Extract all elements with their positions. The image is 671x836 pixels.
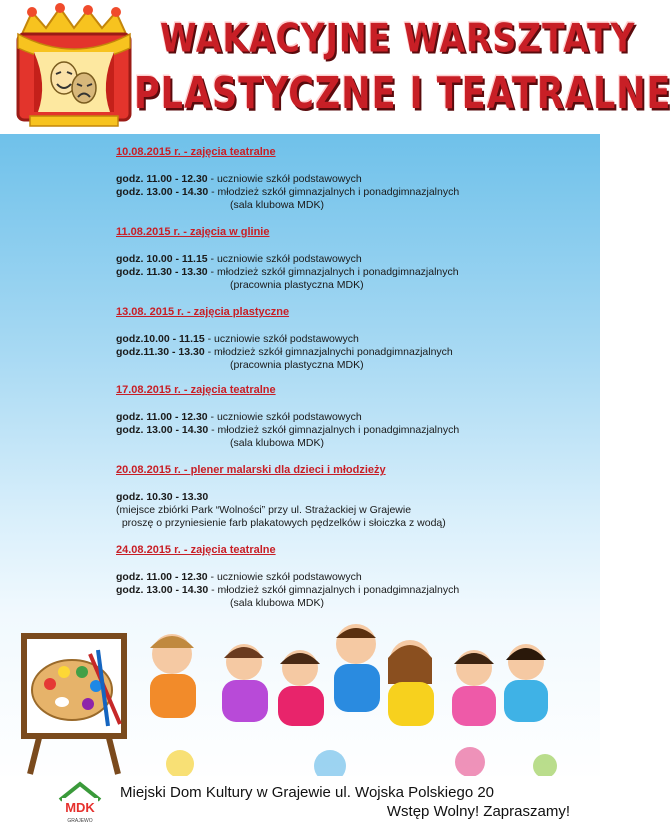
session-location: (pracownia plastyczna MDK): [230, 359, 364, 371]
row-time: godz.10.00 - 11.15: [116, 333, 205, 345]
session-heading: 24.08.2015 r. - zajęcia teatralne: [116, 544, 276, 556]
session-location: (sala klubowa MDK): [230, 437, 324, 449]
row-time: godz. 13.00 - 14.30: [116, 584, 209, 596]
schedule-row: [116, 346, 586, 359]
mdk-logo-text: MDK: [65, 800, 95, 815]
session-location: (sala klubowa MDK): [230, 597, 324, 609]
theatre-masks-logo: [8, 4, 138, 128]
session-heading: 13.08. 2015 r. - zajęcia plastyczne: [116, 306, 290, 318]
schedule-row: [116, 571, 586, 584]
row-text: - uczniowie szkół podstawowych: [207, 173, 362, 185]
schedule-row: [116, 333, 586, 346]
row-time: godz. 10.30 - 13.30: [116, 491, 209, 503]
schedule-panel: [0, 134, 600, 614]
session-6: [116, 544, 586, 610]
row-time: godz. 11.00 - 12.30: [116, 411, 208, 423]
schedule-row: [116, 173, 586, 186]
session-heading: 10.08.2015 r. - zajęcia teatralne: [116, 146, 276, 158]
poster-header: [0, 0, 671, 134]
session-heading: 20.08.2015 r. - plener malarski dla dzieci i młodzieży: [116, 464, 386, 476]
row-time: godz. 11.00 - 12.30: [116, 173, 208, 185]
schedule-row: [116, 584, 586, 597]
row-text: - uczniowie szkół podstawowych: [207, 411, 362, 423]
row-text: - młodzież szkół gimnazjalnych i ponadgimnazjalnych: [207, 266, 459, 278]
supplies-note: proszę o przyniesienie farb plakatowych pędzelków i słoiczka z wodą): [116, 517, 446, 529]
session-1: [116, 146, 586, 212]
session-3: [116, 306, 586, 372]
schedule-row: [116, 186, 586, 199]
poster-title-line-2: PLASTYCZNE I TEATRALNE: [134, 69, 671, 119]
row-text: - uczniowie szkół podstawowych: [207, 253, 362, 265]
schedule-row: [116, 411, 586, 424]
row-time: godz. 11.30 - 13.30: [116, 266, 208, 278]
schedule-row: [116, 266, 586, 279]
row-text: - młodzież szkół gimnazjalnych i ponadgimnazjalnych: [208, 186, 460, 198]
free-entry-note: Wstęp Wolny! Zapraszamy!: [386, 803, 570, 820]
schedule-row: [116, 253, 586, 266]
session-4: [116, 384, 586, 450]
mdk-logo-subtext: GRAJEWO: [67, 818, 93, 824]
row-time: godz. 13.00 - 14.30: [116, 186, 209, 198]
row-text: - uczniowie szkół podstawowych: [207, 571, 362, 583]
row-time: godz. 10.00 - 11.15: [116, 253, 208, 265]
meeting-point: (miejsce zbiórki Park “Wolności” przy ul. Strażackiej w Grajewie: [116, 504, 412, 516]
session-location: (sala klubowa MDK): [230, 199, 324, 211]
schedule-row: [116, 491, 586, 504]
poster-title-line-1: WAKACYJNE WARSZTATY: [160, 14, 636, 61]
schedule-row: [116, 424, 586, 437]
session-heading: 17.08.2015 r. - zajęcia teatralne: [116, 384, 276, 396]
row-text: - uczniowie szkół podstawowych: [204, 333, 359, 345]
session-5: [116, 464, 586, 530]
children-painting-illustration: [0, 614, 600, 784]
poster-footer: [0, 776, 600, 836]
row-text: - młodzież szkół gimnazjalnychi ponadgimnazjalnych: [204, 346, 453, 358]
session-2: [116, 226, 586, 292]
row-time: godz. 13.00 - 14.30: [116, 424, 209, 436]
session-location: (pracownia plastyczna MDK): [230, 279, 364, 291]
row-time: godz. 11.00 - 12.30: [116, 571, 208, 583]
mdk-logo-icon: [58, 782, 102, 824]
session-heading: 11.08.2015 r. - zajęcia w glinie: [116, 226, 270, 238]
row-text: - młodzież szkół gimnazjalnych i ponadgimnazjalnych: [208, 424, 460, 436]
row-text: - młodzież szkół gimnazjalnych i ponadgimnazjalnych: [208, 584, 460, 596]
organizer-address: Miejski Dom Kultury w Grajewie ul. Wojska Polskiego 20: [120, 784, 495, 801]
row-time: godz.11.30 - 13.30: [116, 346, 205, 358]
